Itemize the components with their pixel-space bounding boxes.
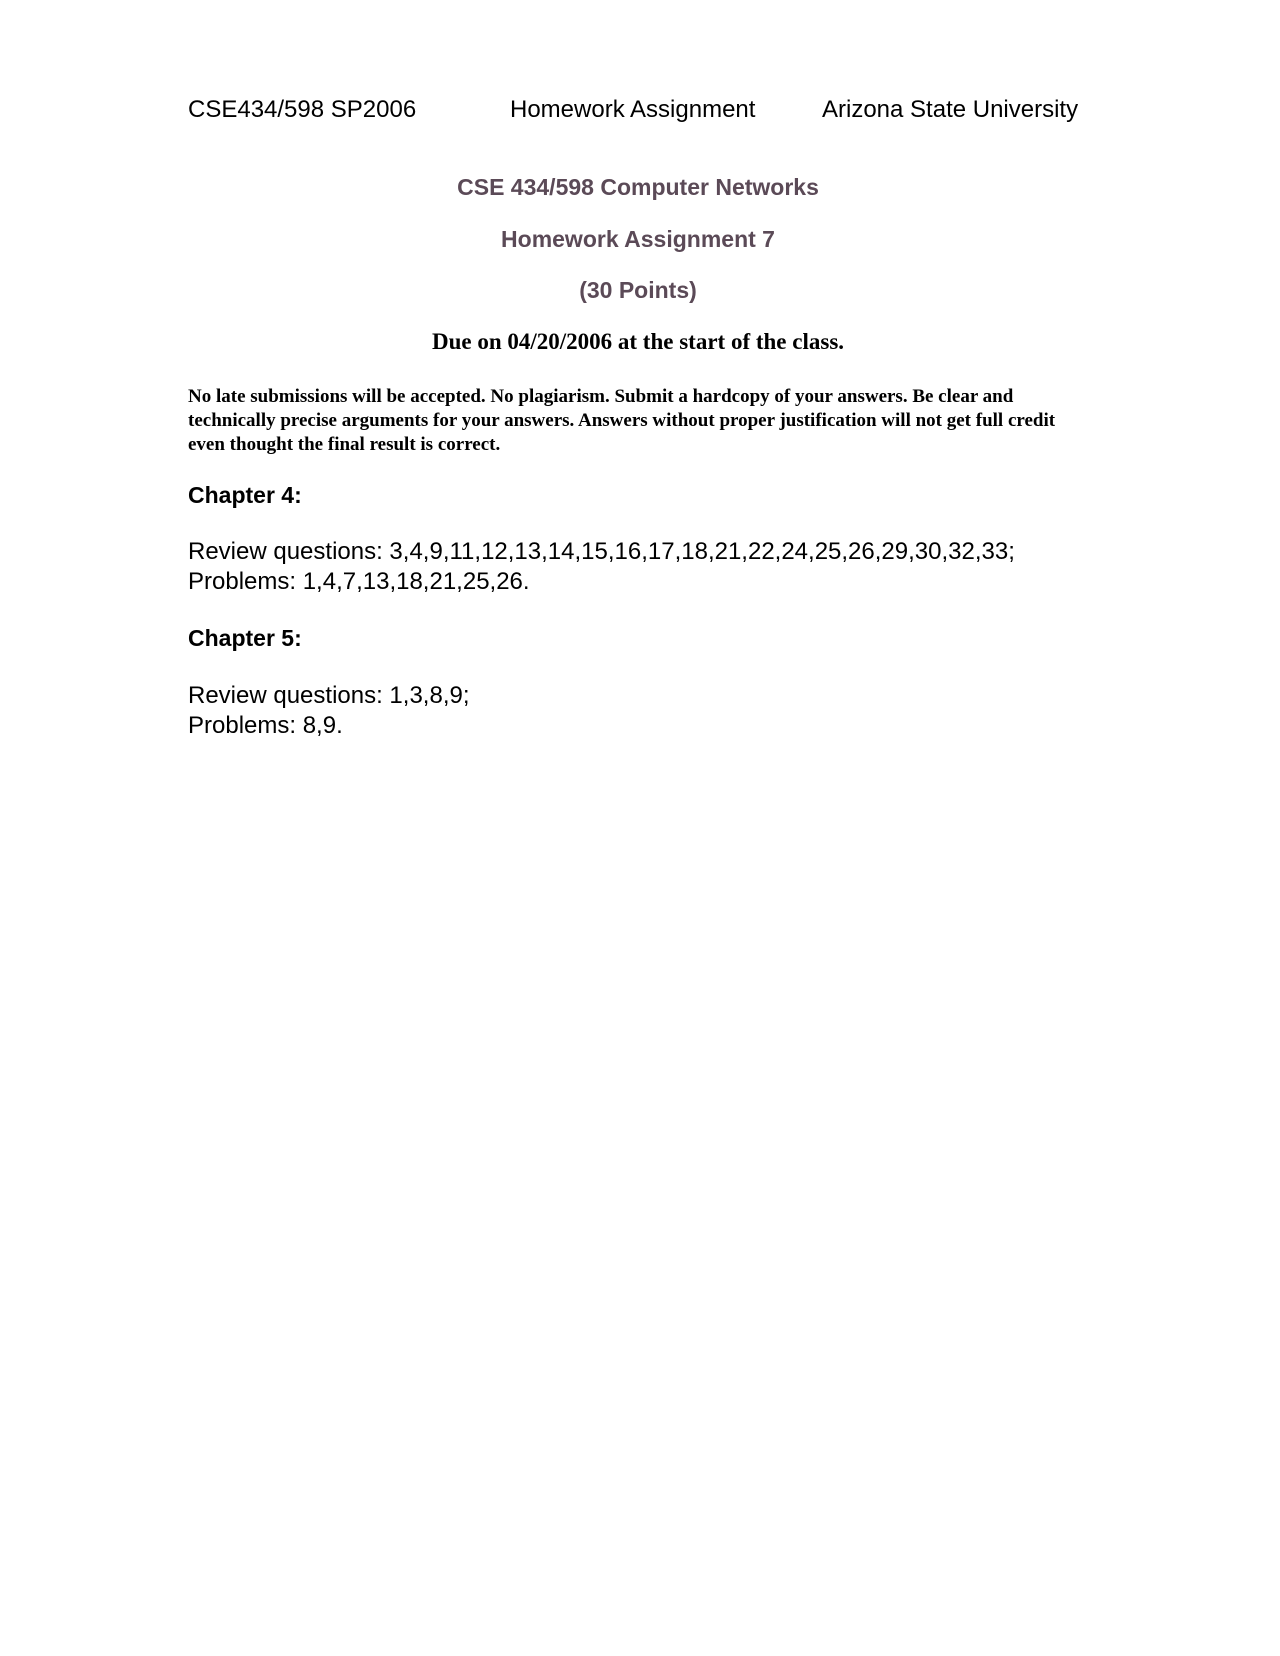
- course-title: CSE 434/598 Computer Networks: [457, 174, 819, 200]
- header-doc-type: Homework Assignment: [510, 96, 756, 123]
- chapter-5-body: [188, 681, 1088, 741]
- due-date: Due on 04/20/2006 at the start of the class.: [431, 329, 845, 354]
- chapter-4-review-questions: Review questions: 3,4,9,11,12,13,14,15,16,17,18,21,22,24,25,26,29,30,32,33;: [188, 538, 1015, 565]
- chapter-5-problems: Problems: 8,9.: [188, 712, 343, 739]
- submission-notice: No late submissions will be accepted. No plagiarism. Submit a hardcopy of your answers. Be clear and technically precise arguments for your answers. Answers without proper justification will not get full credit even thought the final result is correct.: [188, 386, 1056, 455]
- page-header: [188, 94, 1088, 126]
- chapter-5-heading: Chapter 5:: [188, 625, 302, 651]
- points-label: (30 Points): [579, 277, 697, 303]
- assignment-title: Homework Assignment 7: [501, 226, 775, 252]
- header-course: CSE434/598 SP2006: [188, 96, 417, 123]
- chapter-4-heading: Chapter 4:: [188, 482, 302, 508]
- header-university: Arizona State University: [822, 96, 1079, 123]
- chapter-4-problems: Problems: 1,4,7,13,18,21,25,26.: [188, 568, 530, 595]
- chapter-5-review-questions: Review questions: 1,3,8,9;: [188, 682, 470, 709]
- chapter-4-body: [188, 537, 1088, 597]
